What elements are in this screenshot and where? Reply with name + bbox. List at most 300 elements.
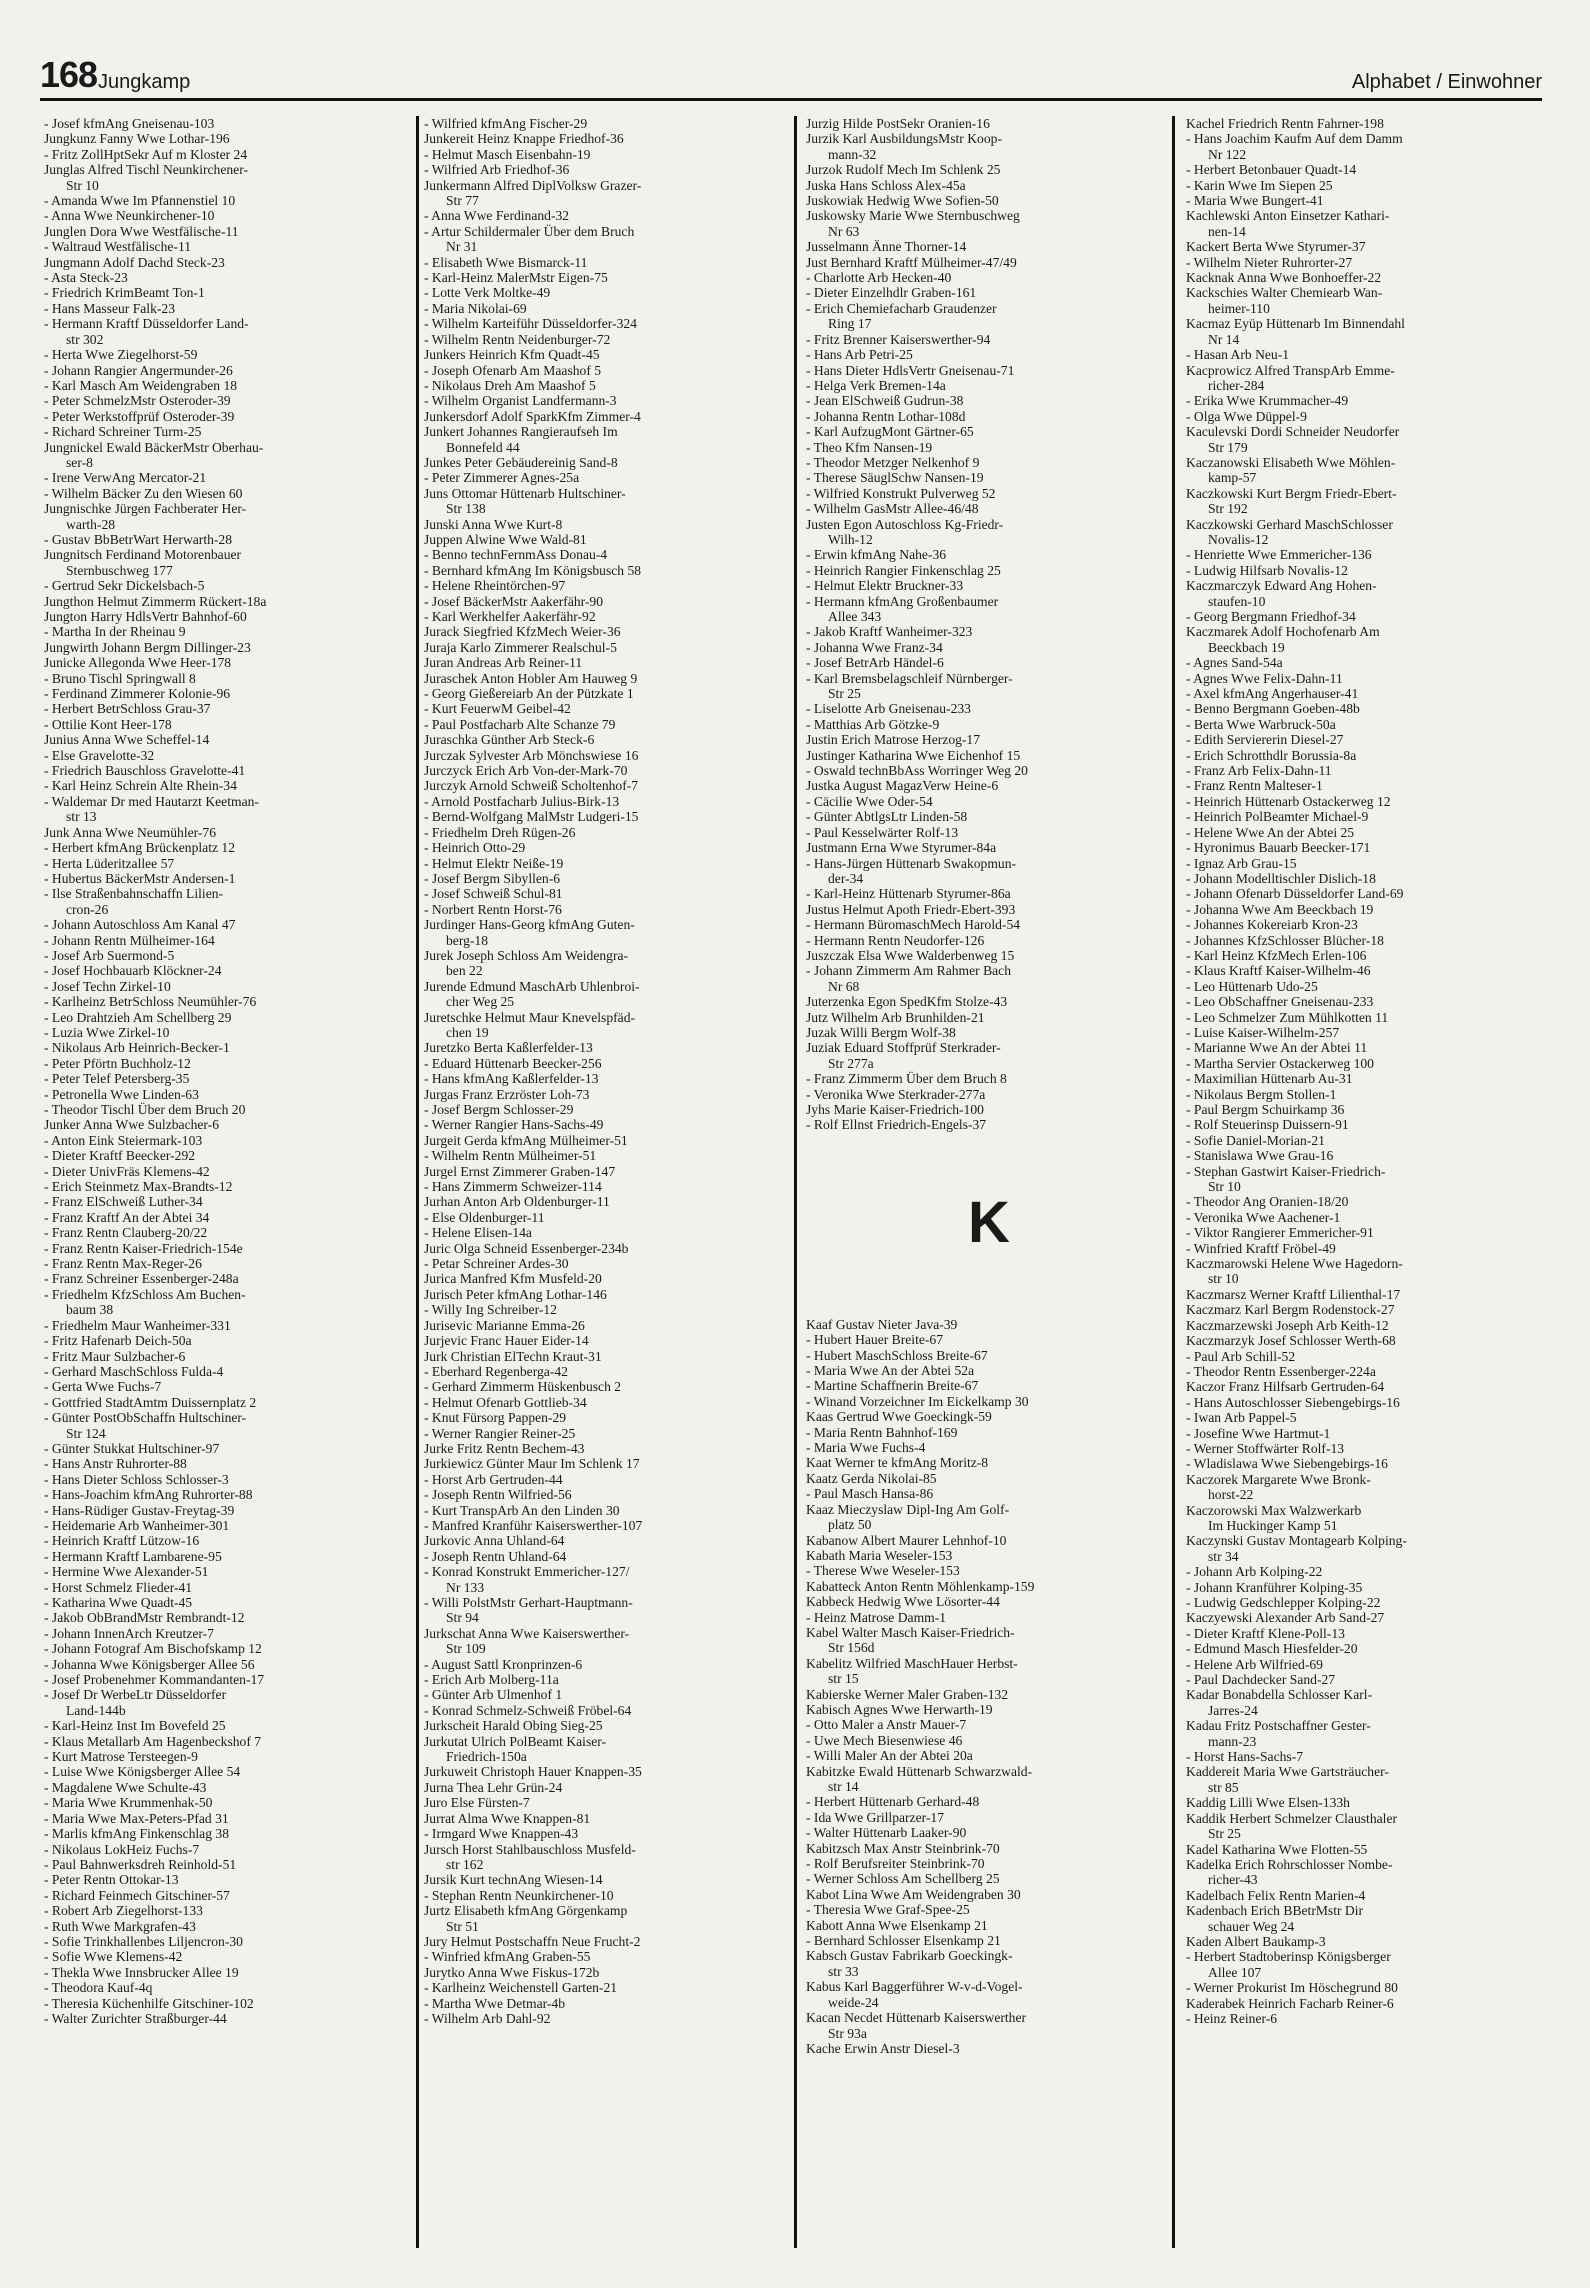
directory-entry: - Therese SäuglSchw Nansen-19 xyxy=(806,470,984,486)
directory-entry: Junglas Alfred Tischl Neunkirchener- xyxy=(44,162,248,178)
directory-entry: - Gertrud Sekr Dickelsbach-5 xyxy=(44,578,205,594)
directory-entry: Jutz Wilhelm Arb Brunhilden-21 xyxy=(806,1009,985,1025)
directory-entry: Junkersdorf Adolf SparkKfm Zimmer-4 xyxy=(424,408,641,424)
directory-entry: - Klaus Metallarb Am Hagenbeckshof 7 xyxy=(44,1733,262,1749)
directory-entry: - Heinrich Rangier Finkenschlag 25 xyxy=(806,562,1001,578)
directory-entry: - Karl AufzugMont Gärtner-65 xyxy=(806,424,974,440)
directory-entry: - Helmut Elektr Neiße-19 xyxy=(424,855,564,871)
directory-entry: - Petronella Wwe Linden-63 xyxy=(44,1086,199,1102)
directory-entry: - Richard Schreiner Turm-25 xyxy=(44,424,202,440)
directory-entry: - Josef Dr WerbeLtr Düsseldorfer xyxy=(44,1687,227,1703)
directory-entry: Juziak Eduard Stoffprüf Sterkrader- xyxy=(806,1040,1001,1056)
directory-entry: - Franz Rentn Clauberg-20/22 xyxy=(44,1225,208,1241)
column-1 xyxy=(44,116,410,2248)
directory-entry: - Olga Wwe Düppel-9 xyxy=(1186,408,1307,424)
directory-entry: - Maria Nikolai-69 xyxy=(424,300,527,316)
directory-entry: Kaddig Lilli Wwe Elsen-133h xyxy=(1186,1795,1350,1811)
directory-entry: - Liselotte Arb Gneisenau-233 xyxy=(806,701,971,717)
directory-entry: - Franz ElSchweiß Luther-34 xyxy=(44,1194,203,1210)
directory-entry: Jurkovic Anna Uhland-64 xyxy=(424,1533,565,1549)
directory-entry: - Else Gravelotte-32 xyxy=(44,747,155,763)
directory-entry: - Günter Arb Ulmenhof 1 xyxy=(424,1687,563,1703)
directory-entry: Jurna Thea Lehr Grün-24 xyxy=(424,1779,563,1795)
directory-entry: Justus Helmut Apoth Friedr-Ebert-393 xyxy=(806,901,1016,917)
directory-entry: - Marlis kfmAng Finkenschlag 38 xyxy=(44,1826,230,1842)
directory-entry: Kabierske Werner Maler Graben-132 xyxy=(806,1686,1009,1702)
directory-entry: - Karin Wwe Im Siepen 25 xyxy=(1186,177,1333,193)
directory-entry: - Maximilian Hüttenarb Au-31 xyxy=(1186,1071,1353,1087)
directory-entry: - Heinz Reiner-6 xyxy=(1186,2010,1278,2026)
directory-entry: - Friedhelm Maur Wanheimer-331 xyxy=(44,1317,231,1333)
directory-entry: Junkers Heinrich Kfm Quadt-45 xyxy=(424,347,600,363)
directory-entry: - Johann Kranführer Kolping-35 xyxy=(1186,1579,1363,1595)
entry-continuation: mann-32 xyxy=(828,146,877,162)
directory-entry: - Hans Dieter HdlsVertr Gneisenau-71 xyxy=(806,362,1015,378)
directory-entry: Kabsch Gustav Fabrikarb Goeckingk- xyxy=(806,1948,1013,1964)
directory-entry: Kackert Berta Wwe Styrumer-37 xyxy=(1186,239,1366,255)
entry-continuation: baum 38 xyxy=(66,1302,114,1318)
directory-entry: - Leo Drahtzieh Am Schellberg 29 xyxy=(44,1009,232,1025)
directory-entry: Jurkutat Ulrich PolBeamt Kaiser- xyxy=(424,1733,607,1749)
entry-continuation: warth-28 xyxy=(66,516,116,532)
directory-entry: - Martha Wwe Detmar-4b xyxy=(424,1995,566,2011)
entry-continuation: Nr 63 xyxy=(828,223,860,239)
entry-continuation: Str 10 xyxy=(66,177,99,193)
entry-continuation: staufen-10 xyxy=(1208,593,1266,609)
entry-continuation: berg-18 xyxy=(446,932,489,948)
directory-entry: - Jakob ObBrandMstr Rembrandt-12 xyxy=(44,1610,245,1626)
directory-entry: - Joseph Rentn Uhland-64 xyxy=(424,1548,567,1564)
directory-entry: - Therese Wwe Weseler-153 xyxy=(806,1563,960,1579)
directory-entry: Kaas Gertrud Wwe Goeckingk-59 xyxy=(806,1409,992,1425)
directory-entry: - Theodor Tischl Über dem Bruch 20 xyxy=(44,1102,246,1117)
directory-entry: Junkereit Heinz Knappe Friedhof-36 xyxy=(424,131,624,147)
directory-entry: Juro Else Fürsten-7 xyxy=(424,1795,530,1811)
directory-entry: Kadau Fritz Postschaffner Gester- xyxy=(1186,1718,1371,1734)
directory-entry: - Leo ObSchaffner Gneisenau-233 xyxy=(1186,994,1374,1010)
directory-entry: - Paul Postfacharb Alte Schanze 79 xyxy=(424,716,616,732)
directory-entry: - Bernhard kfmAng Im Königsbusch 58 xyxy=(424,562,642,578)
entry-continuation: ser-8 xyxy=(66,454,93,470)
directory-entry: - Luise Wwe Königsberger Allee 54 xyxy=(44,1764,241,1780)
directory-entry: - Amanda Wwe Im Pfannenstiel 10 xyxy=(44,193,236,209)
directory-entry: Kabel Walter Masch Kaiser-Friedrich- xyxy=(806,1624,1015,1640)
header-running-name: Jungkamp xyxy=(98,71,191,93)
directory-entry: - Benno technFernmAss Donau-4 xyxy=(424,547,608,563)
directory-entry: - Rolf Berufsreiter Steinbrink-70 xyxy=(806,1856,985,1872)
directory-entry: - Hans Joachim Kaufm Auf dem Damm xyxy=(1186,131,1403,147)
directory-entry: Kabatteck Anton Rentn Möhlenkamp-159 xyxy=(806,1578,1035,1594)
directory-entry: - Herbert Hüttenarb Gerhard-48 xyxy=(806,1794,980,1810)
directory-entry: - Walter Zurichter Straßburger-44 xyxy=(44,2010,227,2026)
directory-entry: Jurgel Ernst Zimmerer Graben-147 xyxy=(424,1163,616,1179)
directory-entry: - Herta Lüderitzallee 57 xyxy=(44,855,175,871)
column-2 xyxy=(424,116,790,2248)
directory-entry: - Helene Arb Wilfried-69 xyxy=(1186,1656,1323,1672)
directory-entry: Jungnickel Ewald BäckerMstr Oberhau- xyxy=(44,439,264,455)
directory-entry: - Wilhelm Organist Landfermann-3 xyxy=(424,393,617,409)
directory-entry: - Josef Hochbauarb Klöckner-24 xyxy=(44,963,222,979)
directory-entry: - Fritz ZollHptSekr Auf m Kloster 24 xyxy=(44,146,248,162)
directory-entry: Kachel Friedrich Rentn Fahrner-198 xyxy=(1186,116,1384,131)
directory-entry: - Dieter Kraftf Klene-Poll-13 xyxy=(1186,1625,1345,1641)
directory-entry: Juppen Alwine Wwe Wald-81 xyxy=(424,531,587,547)
directory-entry: - Rolf Ellnst Friedrich-Engels-37 xyxy=(806,1117,987,1133)
directory-entry: - Helene Rheintörchen-97 xyxy=(424,578,566,594)
directory-entry: Jurack Siegfried KfzMech Weier-36 xyxy=(424,624,621,640)
directory-entry: Jurgeit Gerda kfmAng Mülheimer-51 xyxy=(424,1132,628,1148)
directory-entry: - Erich Chemiefacharb Graudenzer xyxy=(806,300,997,316)
directory-entry: Kaaf Gustav Nieter Java-39 xyxy=(806,1316,958,1332)
directory-entry: - Erika Wwe Krummacher-49 xyxy=(1186,393,1349,409)
directory-entry: - Martine Schaffnerin Breite-67 xyxy=(806,1378,979,1394)
directory-entry: - Anton Eink Steiermark-103 xyxy=(44,1132,203,1148)
directory-entry: Kadenbach Erich BBetrMstr Dir xyxy=(1186,1903,1364,1919)
directory-entry: - Josef Schweiß Schul-81 xyxy=(424,886,563,902)
directory-entry: - Martha Servier Ostackerweg 100 xyxy=(1186,1055,1374,1071)
entry-continuation: mann-23 xyxy=(1208,1733,1257,1749)
directory-entry: - Herbert BetrSchloss Grau-37 xyxy=(44,701,211,717)
column-divider xyxy=(1172,116,1175,2248)
directory-entry: Kaczmarzyk Josef Schlosser Werth-68 xyxy=(1186,1333,1396,1349)
directory-entry: Juszczak Elsa Wwe Walderbenweg 15 xyxy=(806,947,1015,963)
directory-entry: - Oswald technBbAss Worringer Weg 20 xyxy=(806,763,1028,779)
directory-entry: Jurzig Hilde PostSekr Oranien-16 xyxy=(806,116,990,131)
directory-entry: - Günter PostObSchaffn Hultschiner- xyxy=(44,1410,247,1426)
directory-entry: Kaczorowski Max Walzwerkarb xyxy=(1186,1502,1362,1518)
entry-continuation: Nr 31 xyxy=(446,239,478,255)
directory-entry: - Theresia Küchenhilfe Gitschiner-102 xyxy=(44,1995,254,2011)
entry-continuation: Str 156d xyxy=(828,1640,875,1656)
directory-entry: - Leo Hüttenarb Udo-25 xyxy=(1186,978,1318,994)
directory-entry: - Wilfried Konstrukt Pulverweg 52 xyxy=(806,485,996,501)
directory-entry: Kaczor Franz Hilfsarb Gertruden-64 xyxy=(1186,1379,1385,1395)
directory-entry: Jungnischke Jürgen Fachberater Her- xyxy=(44,501,247,517)
directory-entry: - Wilhelm Bäcker Zu den Wiesen 60 xyxy=(44,485,243,501)
directory-entry: - Maria Wwe An der Abtei 52a xyxy=(806,1363,975,1379)
directory-entry: - Ottilie Kont Heer-178 xyxy=(44,716,172,732)
directory-entry: - Wilhelm Arb Dahl-92 xyxy=(424,2010,551,2026)
directory-entry: - Karl Masch Am Weidengraben 18 xyxy=(44,377,238,393)
directory-entry: - Bernd-Wolfgang MalMstr Ludgeri-15 xyxy=(424,809,639,825)
directory-entry: Jurisch Peter kfmAng Lothar-146 xyxy=(424,1286,607,1302)
directory-entry: - Josefine Wwe Hartmut-1 xyxy=(1186,1425,1331,1441)
directory-entry: - Karl Heinz KfzMech Erlen-106 xyxy=(1186,947,1367,963)
directory-entry: - Ilse Straßenbahnschaffn Lilien- xyxy=(44,886,224,902)
directory-entry: - Franz Kraftf An der Abtei 34 xyxy=(44,1209,210,1225)
directory-entry: - Hermann BüromaschMech Harold-54 xyxy=(806,917,1021,933)
directory-entry: Jurkiewicz Günter Maur Im Schlenk 17 xyxy=(424,1456,640,1472)
directory-entry: Justinger Katharina Wwe Eichenhof 15 xyxy=(806,747,1021,763)
directory-entry: - Hermann Kraftf Düsseldorfer Land- xyxy=(44,316,249,332)
directory-entry: Kacprowicz Alfred TranspArb Emme- xyxy=(1186,362,1395,378)
directory-entry: - Theresia Wwe Graf-Spee-25 xyxy=(806,1902,970,1918)
directory-entry: - Jakob Kraftf Wanheimer-323 xyxy=(806,624,973,640)
directory-entry: - Erich Arb Molberg-11a xyxy=(424,1672,559,1688)
directory-entry: Kache Erwin Anstr Diesel-3 xyxy=(806,2040,960,2056)
directory-entry: Kaddereit Maria Wwe Gartsträucher- xyxy=(1186,1764,1389,1780)
directory-entry: - Willy Ing Schreiber-12 xyxy=(424,1302,557,1318)
directory-entry: - Karl-Heinz Hüttenarb Styrumer-86a xyxy=(806,886,1011,902)
directory-entry: - Artur Schildermaler Über dem Bruch xyxy=(424,223,635,239)
directory-entry: Juskowsky Marie Wwe Sternbuschweg xyxy=(806,208,1020,224)
directory-entry: - Werner Rangier Reiner-25 xyxy=(424,1425,576,1441)
entry-continuation: Str 109 xyxy=(446,1641,486,1657)
directory-entry: - Karlheinz BetrSchloss Neumühler-76 xyxy=(44,994,257,1010)
directory-entry: Juraja Karlo Zimmerer Realschul-5 xyxy=(424,639,617,655)
entry-continuation: Allee 107 xyxy=(1208,1964,1262,1980)
directory-entry: - Josef Bergm Schlosser-29 xyxy=(424,1102,574,1117)
directory-entry: - Petar Schreiner Ardes-30 xyxy=(424,1256,569,1272)
directory-entry: - Gerhard MaschSchloss Fulda-4 xyxy=(44,1363,224,1379)
directory-entry: - Herta Wwe Ziegelhorst-59 xyxy=(44,347,198,363)
directory-entry: Kabot Lina Wwe Am Weidengraben 30 xyxy=(806,1886,1021,1902)
directory-entry: - Edith Serviererin Diesel-27 xyxy=(1186,732,1344,748)
directory-entry: Kaczkowski Gerhard MaschSchlosser xyxy=(1186,516,1393,532)
directory-entry: Kaczynski Gustav Montagearb Kolping- xyxy=(1186,1533,1407,1549)
directory-entry: - Joseph Ofenarb Am Maashof 5 xyxy=(424,362,602,378)
directory-entry: - Dieter Kraftf Beecker-292 xyxy=(44,1148,196,1164)
directory-entry: - Nikolaus Arb Heinrich-Becker-1 xyxy=(44,1040,230,1056)
directory-entry: Kaczmarz Karl Bergm Rodenstock-27 xyxy=(1186,1302,1395,1318)
directory-entry: Junicke Allegonda Wwe Heer-178 xyxy=(44,655,232,671)
directory-entry: - Günter Stukkat Hultschiner-97 xyxy=(44,1440,220,1456)
directory-entry: Jurzik Karl AusbildungsMstr Koop- xyxy=(806,131,1002,147)
directory-entry: Jursch Horst Stahlbauschloss Musfeld- xyxy=(424,1841,636,1857)
directory-entry: - Paul Dachdecker Sand-27 xyxy=(1186,1672,1336,1688)
directory-entry: - Peter Telef Petersberg-35 xyxy=(44,1071,190,1087)
directory-entry: - Uwe Mech Biesenwiese 46 xyxy=(806,1732,963,1748)
directory-entry: Junius Anna Wwe Scheffel-14 xyxy=(44,732,210,748)
directory-entry: - Josef Probenehmer Kommandanten-17 xyxy=(44,1672,265,1688)
directory-entry: - Arnold Postfacharb Julius-Birk-13 xyxy=(424,793,620,809)
directory-entry: - Theo Kfm Nansen-19 xyxy=(806,439,933,455)
directory-entry: Jurczyk Arnold Schweiß Scholtenhof-7 xyxy=(424,778,639,794)
directory-entry: - Konrad Konstrukt Emmericher-127/ xyxy=(424,1564,630,1580)
directory-entry: Jurkscheit Harald Obing Sieg-25 xyxy=(424,1718,603,1734)
directory-entry: - Kurt Matrose Tersteegen-9 xyxy=(44,1749,198,1765)
directory-entry: Kabanow Albert Maurer Lehnhof-10 xyxy=(806,1532,1007,1548)
directory-entry: Kaatz Gerda Nikolai-85 xyxy=(806,1470,937,1486)
directory-entry: - Axel kfmAng Angerhauser-41 xyxy=(1186,686,1359,702)
entry-continuation: Allee 343 xyxy=(828,609,882,624)
entry-continuation: cron-26 xyxy=(66,901,109,917)
directory-entry: - Veronika Wwe Aachener-1 xyxy=(1186,1209,1341,1225)
directory-entry: - Irene VerwAng Mercator-21 xyxy=(44,470,207,486)
directory-entry: - Johann Ofenarb Düsseldorfer Land-69 xyxy=(1186,886,1404,902)
directory-entry: Juraschek Anton Hobler Am Hauweg 9 xyxy=(424,670,638,686)
entry-continuation: Nr 122 xyxy=(1208,146,1247,162)
directory-entry: Kabitzke Ewald Hüttenarb Schwarzwald- xyxy=(806,1763,1033,1779)
entry-continuation: Nr 14 xyxy=(1208,331,1240,347)
page-number: 168 xyxy=(40,54,98,95)
directory-entry: Kachlewski Anton Einsetzer Kathari- xyxy=(1186,208,1390,224)
directory-entry: Juzak Willi Bergm Wolf-38 xyxy=(806,1024,956,1040)
directory-entry: - Magdalene Wwe Schulte-43 xyxy=(44,1779,207,1795)
directory-entry: - Hans-Joachim kfmAng Ruhrorter-88 xyxy=(44,1487,253,1503)
directory-entry: - Georg Bergmann Friedhof-34 xyxy=(1186,609,1356,624)
directory-entry: - Johanna Wwe Am Beeckbach 19 xyxy=(1186,901,1374,917)
directory-entry: - Gerta Wwe Fuchs-7 xyxy=(44,1379,162,1395)
entry-continuation: Novalis-12 xyxy=(1208,531,1269,547)
directory-entry: Jurczyck Erich Arb Von-der-Mark-70 xyxy=(424,763,628,779)
directory-entry: Kadelbach Felix Rentn Marien-4 xyxy=(1186,1887,1366,1903)
entry-continuation: kamp-57 xyxy=(1208,470,1257,486)
directory-entry: - Maria Wwe Max-Peters-Pfad 31 xyxy=(44,1810,229,1826)
directory-entry: Kaczmarowski Helene Wwe Hagedorn- xyxy=(1186,1256,1403,1272)
directory-entry: Juric Olga Schneid Essenberger-234b xyxy=(424,1240,629,1256)
entry-continuation: chen 19 xyxy=(446,1024,489,1040)
directory-entry: - Wilhelm Rentn Neidenburger-72 xyxy=(424,331,611,347)
directory-entry: - Paul Bergm Schuirkamp 36 xyxy=(1186,1102,1345,1117)
directory-entry: - Theodor Metzger Nelkenhof 9 xyxy=(806,454,980,470)
directory-entry: - Erich Steinmetz Max-Brandts-12 xyxy=(44,1179,233,1195)
entry-continuation: Str 10 xyxy=(1208,1179,1241,1195)
directory-entry: - Franz Rentn Malteser-1 xyxy=(1186,778,1323,794)
directory-entry: Jurytko Anna Wwe Fiskus-172b xyxy=(424,1964,600,1980)
directory-entry: Jurdinger Hans-Georg kfmAng Guten- xyxy=(424,917,635,933)
directory-entry: - Walter Hüttenarb Laaker-90 xyxy=(806,1825,967,1841)
directory-entry: - Luzia Wwe Zirkel-10 xyxy=(44,1024,170,1040)
directory-entry: Jungthon Helmut Zimmerm Rückert-18a xyxy=(44,593,267,609)
directory-entry: - Heinrich Otto-29 xyxy=(424,840,526,856)
entry-continuation: Sternbuschweg 177 xyxy=(66,562,173,578)
directory-entry: - Hermann Kraftf Lambarene-95 xyxy=(44,1548,222,1564)
directory-entry: Jurisevic Marianne Emma-26 xyxy=(424,1317,585,1333)
directory-entry: - Elisabeth Wwe Bismarck-11 xyxy=(424,254,588,270)
directory-entry: Jurica Manfred Kfm Musfeld-20 xyxy=(424,1271,602,1287)
entry-continuation: der-34 xyxy=(828,870,864,886)
directory-entry: Juran Andreas Arb Reiner-11 xyxy=(424,655,583,671)
directory-entry: Kaczanowski Elisabeth Wwe Möhlen- xyxy=(1186,454,1396,470)
entry-continuation: Str 93a xyxy=(828,2025,867,2041)
directory-entry: Justen Egon Autoschloss Kg-Friedr- xyxy=(806,516,1004,532)
directory-entry: - Richard Feinmech Gitschiner-57 xyxy=(44,1887,230,1903)
directory-entry: - Hans kfmAng Kaßlerfelder-13 xyxy=(424,1071,599,1087)
directory-entry: Jursik Kurt technAng Wiesen-14 xyxy=(424,1872,603,1888)
directory-entry: - Karlheinz Weichenstell Garten-21 xyxy=(424,1980,618,1996)
directory-entry: - Gottfried StadtAmtm Duissernplatz 2 xyxy=(44,1394,257,1410)
directory-entry: - Hasan Arb Neu-1 xyxy=(1186,347,1290,363)
entry-continuation: cher Weg 25 xyxy=(446,994,515,1010)
directory-entry: Juraschka Günther Arb Steck-6 xyxy=(424,732,595,748)
directory-entry: Jurjevic Franc Hauer Eider-14 xyxy=(424,1333,589,1349)
directory-entry: - Nikolaus LokHeiz Fuchs-7 xyxy=(44,1841,200,1857)
entry-continuation: str 85 xyxy=(1208,1779,1239,1795)
directory-entry: - Georg Gießereiarb An der Pützkate 1 xyxy=(424,686,634,702)
directory-entry: - Josef BetrArb Händel-6 xyxy=(806,655,944,671)
directory-entry: Kaddik Herbert Schmelzer Clausthaler xyxy=(1186,1810,1398,1826)
directory-entry: - Konrad Schmelz-Schweiß Fröbel-64 xyxy=(424,1702,632,1718)
directory-entry: - Wladislawa Wwe Siebengebirgs-16 xyxy=(1186,1456,1388,1472)
directory-entry: - Herbert Stadtoberinsp Königsberger xyxy=(1186,1949,1391,1965)
directory-entry: - Stephan Rentn Neunkirchener-10 xyxy=(424,1887,614,1903)
directory-entry: - Maria Rentn Bahnhof-169 xyxy=(806,1424,958,1440)
directory-entry: - Sofie Daniel-Morian-21 xyxy=(1186,1132,1325,1148)
entry-continuation: Friedrich-150a xyxy=(446,1749,527,1765)
directory-entry: Junkert Johannes Rangieraufseh Im xyxy=(424,424,618,440)
directory-entry: - Katharina Wwe Quadt-45 xyxy=(44,1595,193,1610)
directory-entry: Juretschke Helmut Maur Knevelspfäd- xyxy=(424,1009,636,1025)
entry-continuation: richer-43 xyxy=(1208,1872,1258,1888)
directory-entry: - Thekla Wwe Innsbrucker Allee 19 xyxy=(44,1964,239,1980)
directory-entry: - Franz Schreiner Essenberger-248a xyxy=(44,1271,239,1287)
directory-entry: - Joseph Rentn Wilfried-56 xyxy=(424,1487,572,1503)
directory-entry: - Eberhard Regenberga-42 xyxy=(424,1363,568,1379)
directory-entry: - Waldemar Dr med Hautarzt Keetman- xyxy=(44,793,259,809)
directory-entry: - Theodor Ang Oranien-18/20 xyxy=(1186,1194,1349,1210)
directory-entry: - Josef Arb Suermond-5 xyxy=(44,947,175,963)
entry-continuation: platz 50 xyxy=(828,1517,872,1533)
directory-entry: Kackschies Walter Chemiearb Wan- xyxy=(1186,285,1383,301)
directory-entry: - Paul Bahnwerksdreh Reinhold-51 xyxy=(44,1856,237,1872)
directory-entry: - Johann Modelltischler Dislich-18 xyxy=(1186,870,1376,886)
directory-entry: - Johannes KfzSchlosser Blücher-18 xyxy=(1186,932,1384,948)
directory-entry: - Fritz Hafenarb Deich-50a xyxy=(44,1333,192,1349)
directory-entry: Justka August MagazVerw Heine-6 xyxy=(806,778,999,794)
directory-entry: - Winfried Kraftf Fröbel-49 xyxy=(1186,1240,1336,1256)
directory-entry: - Josef BäckerMstr Aakerfähr-90 xyxy=(424,593,604,609)
directory-entry: - Helmut Elektr Bruckner-33 xyxy=(806,578,964,594)
entry-continuation: Str 77 xyxy=(446,193,479,209)
directory-entry: - Anna Wwe Neunkirchener-10 xyxy=(44,208,215,224)
directory-entry: Junk Anna Wwe Neumühler-76 xyxy=(44,824,217,840)
directory-entry: Juska Hans Schloss Alex-45a xyxy=(806,177,966,193)
column-divider xyxy=(416,116,419,2248)
directory-entry: Jurke Fritz Rentn Bechem-43 xyxy=(424,1440,585,1456)
directory-entry: - Berta Wwe Warbruck-50a xyxy=(1186,716,1336,732)
directory-entry: Jyhs Marie Kaiser-Friedrich-100 xyxy=(806,1102,984,1117)
directory-entry: - Anna Wwe Ferdinand-32 xyxy=(424,208,570,224)
directory-entry: Junkes Peter Gebäudereinig Sand-8 xyxy=(424,454,618,470)
directory-entry: Jurhan Anton Arb Oldenburger-11 xyxy=(424,1194,610,1210)
directory-entry: Juterzenka Egon SpedKfm Stolze-43 xyxy=(806,994,1008,1010)
entry-continuation: Beeckbach 19 xyxy=(1208,639,1285,655)
directory-entry: - Norbert Rentn Horst-76 xyxy=(424,901,562,917)
directory-entry: - Johann Rentn Mülheimer-164 xyxy=(44,932,215,948)
entry-continuation: weide-24 xyxy=(828,1994,879,2010)
directory-entry: - Hans Zimmerm Schweizer-114 xyxy=(424,1179,602,1195)
directory-entry: - Kurt FeuerwM Geibel-42 xyxy=(424,701,571,717)
directory-entry: - Matthias Arb Götzke-9 xyxy=(806,716,940,732)
directory-entry: Jurkuweit Christoph Hauer Knappen-35 xyxy=(424,1764,642,1780)
directory-entry: Jurende Edmund MaschArb Uhlenbroi- xyxy=(424,978,640,994)
directory-entry: - Bruno Tischl Springwall 8 xyxy=(44,670,196,686)
directory-entry: - Heidemarie Arb Wanheimer-301 xyxy=(44,1517,230,1533)
directory-entry: - Helene Wwe An der Abtei 25 xyxy=(1186,824,1355,840)
directory-entry: - Theodora Kauf-4q xyxy=(44,1980,153,1996)
directory-entry: - Martha In der Rheinau 9 xyxy=(44,624,186,640)
entry-continuation: str 33 xyxy=(828,1963,859,1979)
directory-entry: - Friedrich KrimBeamt Ton-1 xyxy=(44,285,205,301)
directory-entry: - Werner Prokurist Im Höschegrund 80 xyxy=(1186,1980,1398,1996)
directory-entry: Kaaz Mieczyslaw Dipl-Ing Am Golf- xyxy=(806,1501,1010,1517)
header-section-title: Alphabet / Einwohner xyxy=(1351,71,1542,93)
directory-entry: Jungton Harry HdlsVertr Bahnhof-60 xyxy=(44,609,247,624)
directory-entry: - Peter SchmelzMstr Osteroder-39 xyxy=(44,393,231,409)
entry-continuation: ben 22 xyxy=(446,963,483,979)
directory-entry: - Irmgard Wwe Knappen-43 xyxy=(424,1826,579,1842)
directory-entry: - Robert Arb Ziegelhorst-133 xyxy=(44,1903,203,1919)
directory-entry: - Wilhelm Nieter Ruhrorter-27 xyxy=(1186,254,1353,270)
directory-entry: - Maria Wwe Krummenhak-50 xyxy=(44,1795,213,1811)
directory-entry: Juns Ottomar Hüttenarb Hultschiner- xyxy=(424,485,626,501)
directory-entry: - Sofie Wwe Klemens-42 xyxy=(44,1949,183,1965)
directory-entry: - Nikolaus Dreh Am Maashof 5 xyxy=(424,377,596,393)
directory-entry: Kabelitz Wilfried MaschHauer Herbst- xyxy=(806,1655,1018,1671)
entry-continuation: Str 179 xyxy=(1208,439,1248,455)
directory-entry: - Franz Zimmerm Über dem Bruch 8 xyxy=(806,1071,1007,1087)
